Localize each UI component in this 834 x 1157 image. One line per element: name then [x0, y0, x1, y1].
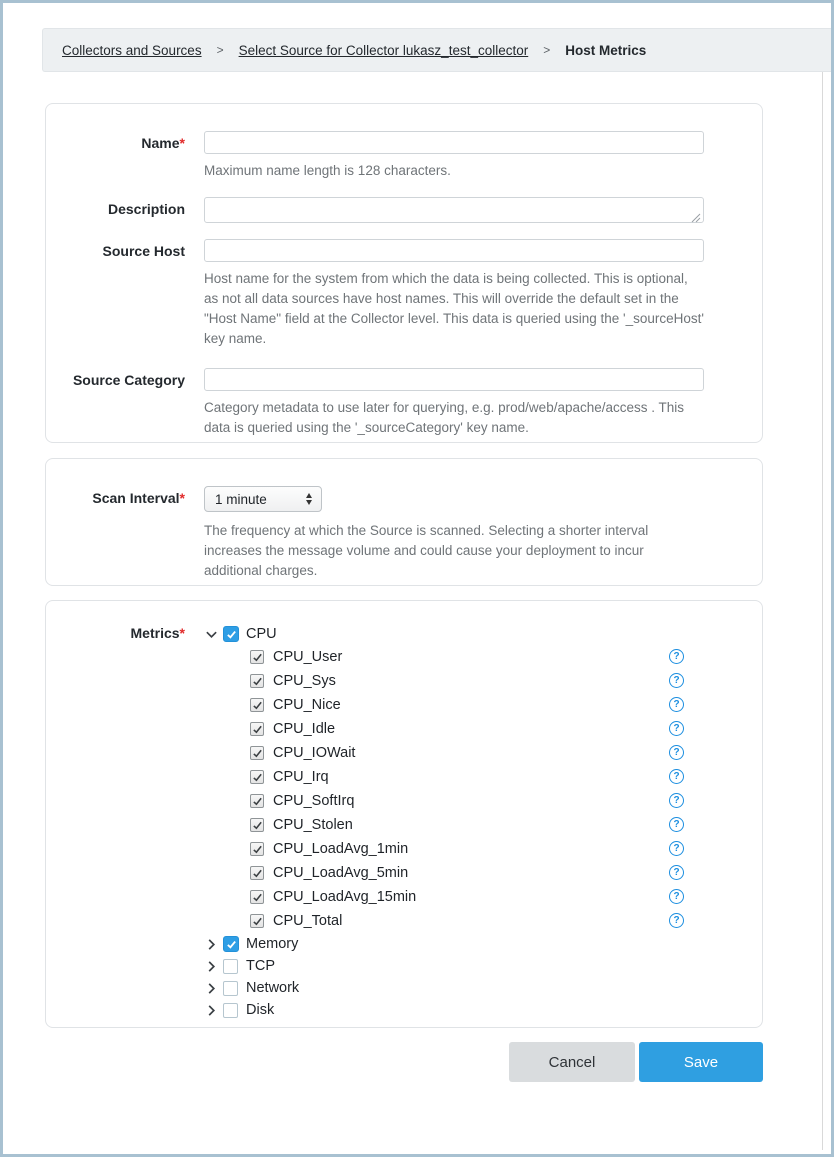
- metrics-label: Metrics*: [130, 625, 185, 641]
- tree-item-cpu-irq: CPU_Irq ?: [204, 765, 744, 789]
- help-icon[interactable]: ?: [669, 649, 684, 664]
- description-label: Description: [107, 201, 185, 217]
- breadcrumb-separator: >: [216, 43, 224, 57]
- name-label: Name*: [141, 135, 185, 151]
- breadcrumb-select-source[interactable]: Select Source for Collector lukasz_test_collector: [238, 42, 529, 58]
- help-icon[interactable]: ?: [669, 721, 684, 736]
- chevron-down-icon[interactable]: [204, 627, 219, 642]
- source-host-input[interactable]: [204, 239, 704, 262]
- tree-group-label: Memory: [246, 936, 299, 952]
- tree-group-label: CPU: [246, 626, 277, 642]
- metrics-tree: [204, 623, 744, 1021]
- help-icon[interactable]: ?: [669, 841, 684, 856]
- breadcrumb-separator: >: [543, 43, 551, 57]
- scan-interval-select[interactable]: [204, 486, 322, 512]
- source-fields-card: [45, 103, 763, 443]
- scan-interval-label: Scan Interval*: [92, 490, 185, 506]
- tree-group-memory: [204, 933, 744, 955]
- tree-item-cpu-sys: CPU_Sys ?: [204, 669, 744, 693]
- chevron-right-icon[interactable]: [204, 959, 219, 974]
- metric-checkbox-checked[interactable]: [250, 674, 264, 688]
- help-icon[interactable]: ?: [669, 673, 684, 688]
- tree-item-cpu-total: CPU_Total ?: [204, 909, 744, 933]
- tree-group-cpu: [204, 623, 744, 645]
- action-buttons: [45, 1042, 763, 1082]
- cancel-button[interactable]: Cancel: [509, 1042, 635, 1082]
- chevron-right-icon[interactable]: [204, 981, 219, 996]
- select-arrows-icon: [306, 493, 312, 505]
- tree-group-label: Network: [246, 980, 300, 996]
- tree-group-disk: [204, 999, 744, 1021]
- metric-checkbox-checked[interactable]: [250, 818, 264, 832]
- tree-item-cpu-iowait: CPU_IOWait ?: [204, 741, 744, 765]
- metric-checkbox-checked[interactable]: [250, 914, 264, 928]
- help-icon[interactable]: ?: [669, 697, 684, 712]
- name-input[interactable]: [204, 131, 704, 154]
- metric-checkbox-checked[interactable]: [250, 698, 264, 712]
- tree-item-cpu-softirq: CPU_SoftIrq ?: [204, 789, 744, 813]
- required-asterisk: *: [179, 135, 185, 151]
- breadcrumb-current-page: Host Metrics: [565, 42, 647, 58]
- breadcrumb-collectors-and-sources[interactable]: Collectors and Sources: [62, 42, 202, 58]
- source-host-label: Source Host: [102, 243, 185, 259]
- help-icon[interactable]: ?: [669, 793, 684, 808]
- help-icon[interactable]: ?: [669, 889, 684, 904]
- name-help-text: Maximum name length is 128 characters.: [204, 163, 451, 178]
- metric-checkbox-checked[interactable]: [250, 746, 264, 760]
- help-icon[interactable]: ?: [669, 817, 684, 832]
- scan-interval-help-text: The frequency at which the Source is scanned. Selecting a shorter interval increases the message volume and could cause your deployment to incur additional charges.: [204, 523, 649, 578]
- metric-checkbox-checked[interactable]: [250, 842, 264, 856]
- tree-group-network: [204, 977, 744, 999]
- save-button[interactable]: Save: [639, 1042, 763, 1082]
- metric-checkbox-checked[interactable]: [250, 722, 264, 736]
- required-asterisk: *: [179, 625, 185, 641]
- cpu-checkbox-checked[interactable]: [223, 626, 239, 642]
- description-textarea[interactable]: [204, 197, 704, 223]
- tree-group-label: TCP: [246, 958, 275, 974]
- source-category-help-text: Category metadata to use later for querying, e.g. prod/web/apache/access . This data is queried using the '_sourceCategory' key name.: [204, 400, 685, 435]
- metric-checkbox-checked[interactable]: [250, 770, 264, 784]
- tree-item-cpu-user: CPU_User ?: [204, 645, 744, 669]
- scan-interval-card: [45, 458, 763, 586]
- source-category-input[interactable]: [204, 368, 704, 391]
- tree-group-label: Disk: [246, 1002, 275, 1018]
- resize-handle-icon[interactable]: [691, 210, 701, 220]
- tree-item-cpu-loadavg-15min: CPU_LoadAvg_15min ?: [204, 885, 744, 909]
- tcp-checkbox-unchecked[interactable]: [223, 959, 238, 974]
- source-category-label: Source Category: [72, 372, 185, 388]
- scrollbar-track[interactable]: [822, 72, 823, 1150]
- metric-checkbox-checked[interactable]: [250, 794, 264, 808]
- help-icon[interactable]: ?: [669, 769, 684, 784]
- chevron-right-icon[interactable]: [204, 937, 219, 952]
- scan-interval-selected-value: 1 minute: [215, 491, 267, 507]
- help-icon[interactable]: ?: [669, 745, 684, 760]
- required-asterisk: *: [179, 490, 185, 506]
- memory-checkbox-checked[interactable]: [223, 936, 239, 952]
- disk-checkbox-unchecked[interactable]: [223, 1003, 238, 1018]
- metric-checkbox-checked[interactable]: [250, 890, 264, 904]
- metric-checkbox-checked[interactable]: [250, 866, 264, 880]
- source-host-help-text: Host name for the system from which the data is being collected. This is optional, as not all data sources have host names. This will override the default set in the "Host Name" field at the Collector level. This data is queried using the '_sourceHost' key name.: [204, 271, 704, 346]
- help-icon[interactable]: ?: [669, 865, 684, 880]
- breadcrumb: [42, 28, 831, 72]
- tree-item-cpu-nice: CPU_Nice ?: [204, 693, 744, 717]
- metrics-card: [45, 600, 763, 1028]
- tree-item-cpu-idle: CPU_Idle ?: [204, 717, 744, 741]
- tree-item-cpu-stolen: CPU_Stolen ?: [204, 813, 744, 837]
- tree-item-cpu-loadavg-1min: CPU_LoadAvg_1min ?: [204, 837, 744, 861]
- tree-item-cpu-loadavg-5min: CPU_LoadAvg_5min ?: [204, 861, 744, 885]
- chevron-right-icon[interactable]: [204, 1003, 219, 1018]
- tree-group-tcp: [204, 955, 744, 977]
- metric-checkbox-checked[interactable]: [250, 650, 264, 664]
- network-checkbox-unchecked[interactable]: [223, 981, 238, 996]
- help-icon[interactable]: ?: [669, 913, 684, 928]
